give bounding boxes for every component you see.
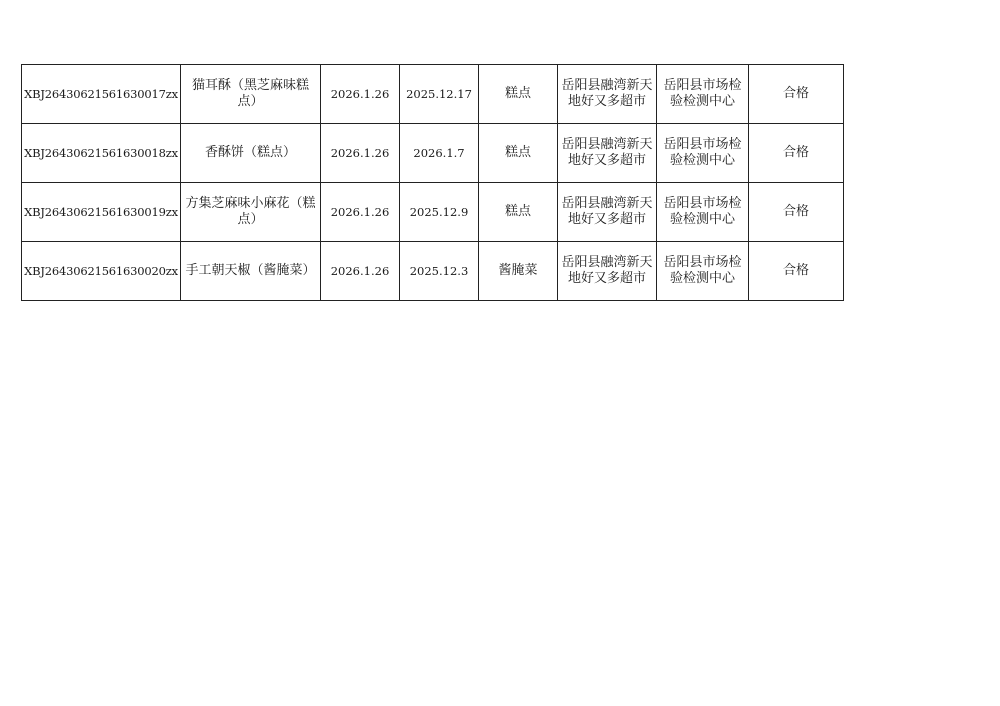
sample-code-cell: XBJ26430621561630018zx [22,124,181,183]
product-name-cell: 香酥饼（糕点） [181,124,321,183]
result-cell: 合格 [749,242,844,301]
sampled-unit-cell: 岳阳县融湾新天地好又多超市 [558,124,657,183]
production-date-cell: 2025.12.3 [400,242,479,301]
sampled-unit-cell: 岳阳县融湾新天地好又多超市 [558,183,657,242]
sampled-unit-cell: 岳阳县融湾新天地好又多超市 [558,242,657,301]
table-row [22,242,844,301]
category-cell: 糕点 [479,65,558,124]
table-row [22,65,844,124]
product-name-cell: 方集芝麻味小麻花（糕点） [181,183,321,242]
production-date-cell: 2025.12.17 [400,65,479,124]
testing-org-cell: 岳阳县市场检验检测中心 [657,124,749,183]
product-name-cell: 猫耳酥（黑芝麻味糕点） [181,65,321,124]
table-row [22,183,844,242]
product-name-cell: 手工朝天椒（酱腌菜） [181,242,321,301]
sample-code-cell: XBJ26430621561630017zx [22,65,181,124]
sampled-unit-cell: 岳阳县融湾新天地好又多超市 [558,65,657,124]
table-row [22,124,844,183]
testing-org-cell: 岳阳县市场检验检测中心 [657,65,749,124]
production-date-cell: 2026.1.7 [400,124,479,183]
inspection-results-table [21,64,844,301]
category-cell: 酱腌菜 [479,242,558,301]
testing-org-cell: 岳阳县市场检验检测中心 [657,242,749,301]
result-cell: 合格 [749,65,844,124]
category-cell: 糕点 [479,124,558,183]
date-cell: 2026.1.26 [321,124,400,183]
date-cell: 2026.1.26 [321,183,400,242]
result-cell: 合格 [749,183,844,242]
testing-org-cell: 岳阳县市场检验检测中心 [657,183,749,242]
production-date-cell: 2025.12.9 [400,183,479,242]
date-cell: 2026.1.26 [321,65,400,124]
sample-code-cell: XBJ26430621561630019zx [22,183,181,242]
sample-code-cell: XBJ26430621561630020zx [22,242,181,301]
category-cell: 糕点 [479,183,558,242]
result-cell: 合格 [749,124,844,183]
date-cell: 2026.1.26 [321,242,400,301]
